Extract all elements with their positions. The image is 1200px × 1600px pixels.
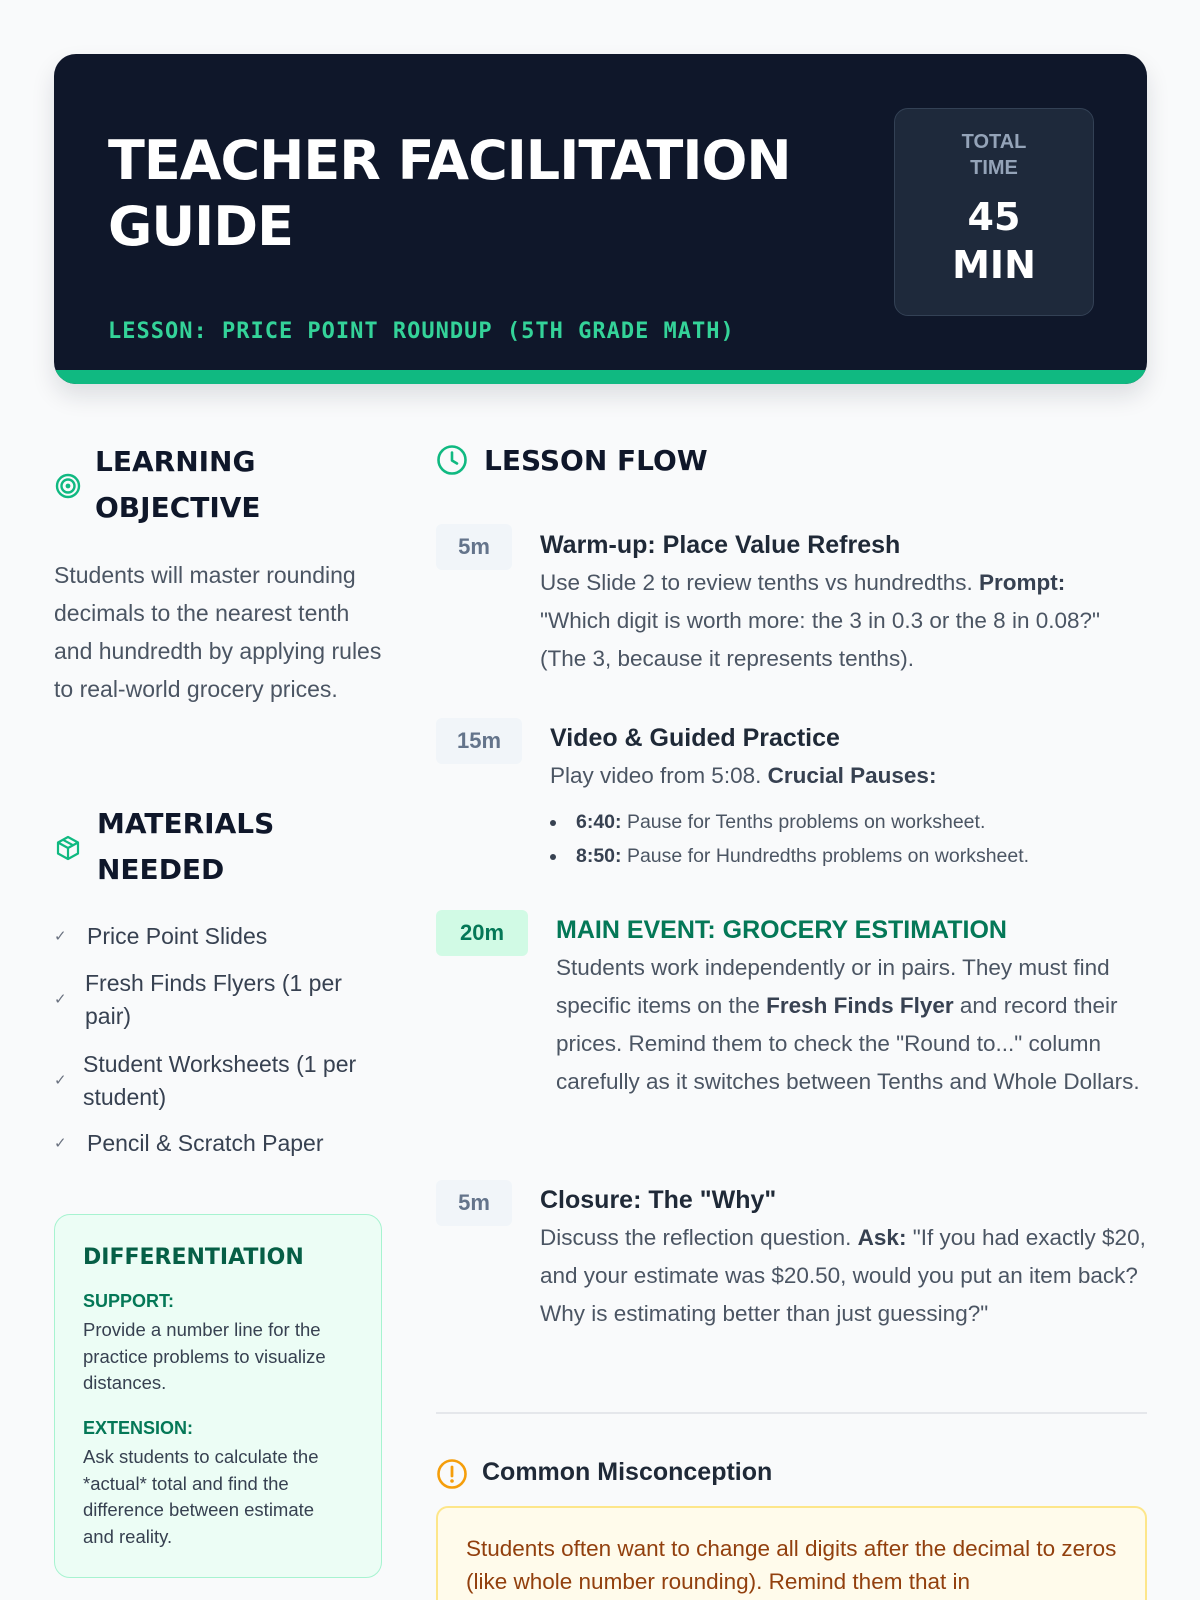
differentiation-card	[54, 1214, 382, 1578]
step-title: Video & Guided Practice	[550, 724, 840, 752]
total-time-value: 45 MIN	[952, 195, 1036, 287]
misconception-title: Common Misconception	[482, 1458, 773, 1486]
support-label: SUPPORT:	[83, 1291, 175, 1311]
step-time-badge: 5m	[436, 524, 512, 570]
total-time-label: TOTAL TIME	[961, 131, 1027, 179]
material-item	[54, 920, 384, 954]
lesson-flow-title: LESSON FLOW	[484, 444, 708, 477]
support-text: Provide a number line for the practice problems to visualize distances.	[83, 1319, 326, 1393]
alert-circle-icon	[436, 1458, 468, 1490]
objective-text: Students will master rounding decimals to the nearest tenth and hundredth by applying rules to real-world grocery prices.	[54, 562, 382, 702]
step-description: Use Slide 2 to review tenths vs hundredths. Prompt: "Which digit is worth more: the 3 in 0.3 or the 8 in 0.08?" (The 3, because it represents tenths).	[540, 570, 1101, 671]
material-item	[54, 967, 384, 1033]
material-label: Fresh Finds Flyers (1 per pair)	[85, 970, 342, 1029]
header-accent-bar	[54, 370, 1147, 384]
header-banner	[54, 54, 1147, 384]
check-icon: ✓	[54, 991, 67, 1008]
material-label: Price Point Slides	[87, 923, 268, 949]
material-item	[54, 1127, 384, 1161]
misconception-text: Students often want to change all digits after the decimal to zeros (like whole number rounding). Remind them that in	[466, 1536, 1117, 1594]
objective-title: LEARNING OBJECTIVE	[95, 445, 261, 524]
step-description: Students work independently or in pairs. They must find specific items on the Fresh Finds Flyer and record their prices. Remind them to check the "Round to..." column carefully as it switches between Tenths and Whole Dollars.	[556, 955, 1140, 1094]
step-description: Discuss the reflection question. Ask: "If you had exactly $20, and your estimate was $20.50, would you put an item back? Why is estimating better than just guessing?"	[540, 1225, 1146, 1326]
step-time-badge: 15m	[436, 718, 522, 764]
extension-text: Ask students to calculate the *actual* total and find the difference between estimate and reality.	[83, 1446, 319, 1547]
misconception-card	[436, 1506, 1147, 1600]
check-icon: ✓	[54, 1072, 67, 1089]
differentiation-title: DIFFERENTIATION	[83, 1245, 304, 1270]
page-title: TEACHER FACILITATION GUIDE	[108, 129, 791, 258]
extension-label: EXTENSION:	[83, 1418, 194, 1438]
material-label: Student Worksheets (1 per student)	[83, 1051, 357, 1110]
check-icon: ✓	[54, 1135, 67, 1152]
step-description: Play video from 5:08. Crucial Pauses:	[550, 763, 937, 788]
pause-bullet: 8:50: Pause for Hundredths problems on worksheet.	[576, 842, 1029, 870]
target-icon	[54, 472, 82, 500]
step-title: Closure: The "Why"	[540, 1186, 777, 1214]
step-time-badge: 20m	[436, 910, 528, 956]
step-title: MAIN EVENT: GROCERY ESTIMATION	[556, 916, 1007, 944]
step-title: Warm-up: Place Value Refresh	[540, 531, 901, 559]
package-icon	[54, 834, 82, 862]
pause-bullet: 6:40: Pause for Tenths problems on worksheet.	[576, 808, 985, 836]
check-icon: ✓	[54, 928, 67, 945]
materials-title: MATERIALS NEEDED	[97, 807, 275, 886]
section-divider	[436, 1412, 1147, 1414]
material-item	[54, 1048, 384, 1114]
clock-icon	[436, 444, 468, 476]
total-time-box	[894, 108, 1094, 316]
step-time-badge: 5m	[436, 1180, 512, 1226]
material-label: Pencil & Scratch Paper	[87, 1130, 324, 1156]
lesson-subtitle: LESSON: PRICE POINT ROUNDUP (5TH GRADE MATH)	[108, 319, 735, 344]
